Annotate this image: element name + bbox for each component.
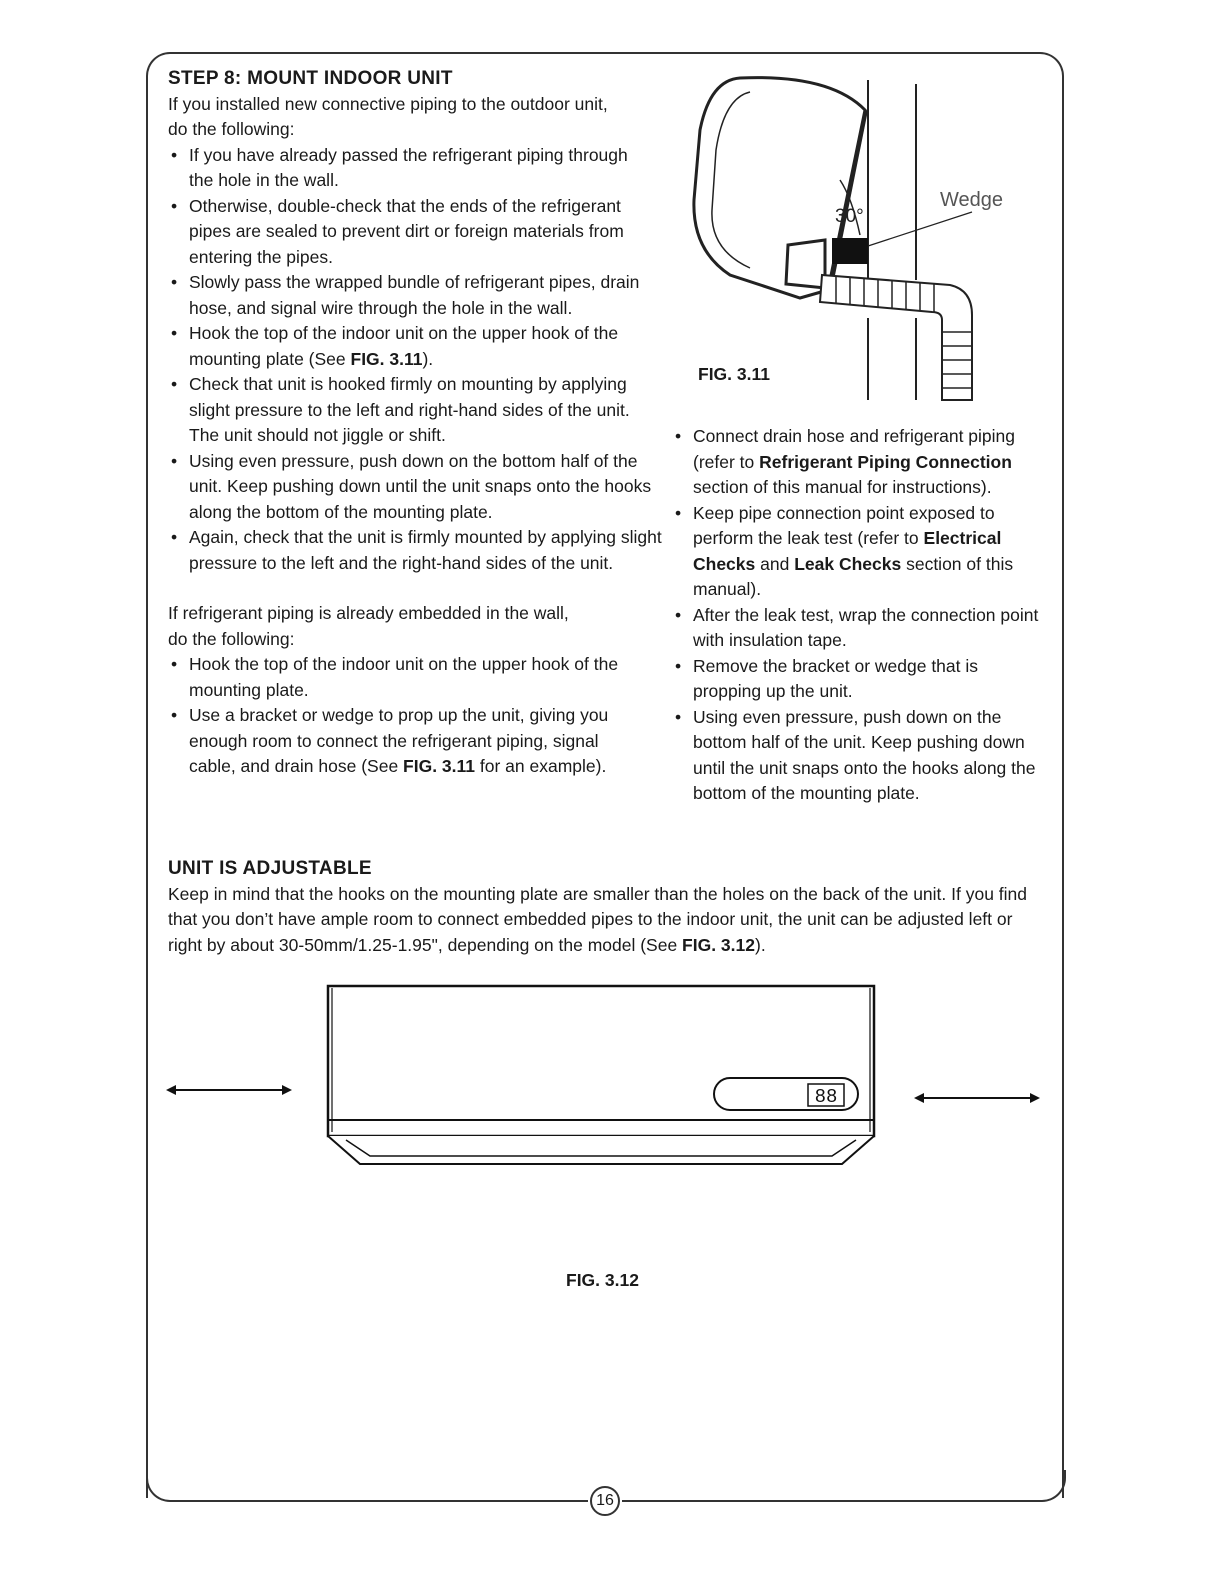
embedded-item-1: • Hook the top of the indoor unit on the upper hook of the mounting plate. [168, 652, 659, 703]
left-arrow [166, 1085, 292, 1095]
fig-312-illustration [160, 980, 1050, 1180]
fig-312-reference: FIG. 3.12 [682, 934, 755, 955]
step8-intro-line1: If you installed new connective piping to the outdoor unit, [168, 93, 608, 114]
step8-item-6: • Using even pressure, push down on the bottom half of the unit. Keep pushing down until the unit snaps onto the hooks along the bottom of the mounting plate. [168, 449, 654, 526]
embedded-intro-line2: do the following: [168, 628, 295, 649]
connection-item-1 [672, 424, 1042, 501]
indoor-unit-front [328, 986, 874, 1136]
adjustable-section [168, 856, 1048, 958]
connection-item-4: • Remove the bracket or wedge that is propping up the unit. [672, 654, 1042, 705]
embedded-item-2 [168, 703, 639, 780]
fig-312-label: FIG. 3.12 [566, 1270, 639, 1290]
step8-item-7: • Again, check that the unit is firmly mounted by applying slight pressure to the left and the right-hand sides of the unit. [168, 525, 669, 576]
fig-311-label: FIG. 3.11 [698, 364, 770, 384]
piping-connection-reference: Refrigerant Piping Connection [759, 451, 1012, 472]
connection-item-2-mid: and [755, 553, 795, 574]
connection-item-1-end: section of this manual for instructions). [693, 477, 992, 497]
bracket [786, 240, 825, 288]
fig-311-reference-2: FIG. 3.11 [403, 756, 476, 776]
wedge-pointer [868, 212, 972, 246]
air-outlet [328, 1136, 874, 1164]
step8-list [168, 143, 668, 577]
embedded-item-2-text: Use a bracket or wedge to prop up the unit, giving you enough room to connect the refrigerant piping, signal cable, and drain hose (See [189, 705, 609, 776]
adjustable-heading: UNIT IS ADJUSTABLE [168, 858, 372, 879]
connection-item-2-end: section of this manual). [693, 553, 1014, 599]
embedded-intro-line1: If refrigerant piping is already embedded in the wall, [168, 603, 569, 623]
fig-311-illustration [680, 70, 1050, 410]
fig-311-reference: FIG. 3.11 [350, 348, 423, 369]
led-digits: 88 [814, 1086, 838, 1108]
connection-item-5: • Using even pressure, push down on the bottom half of the unit. Keep pushing down until the unit snaps onto the hooks along the bottom of the mounting plate. [672, 705, 1042, 807]
connection-list [672, 424, 1042, 807]
step8-item-4-end: ). [422, 348, 434, 369]
connection-item-1-text: Connect drain hose and refrigerant piping (refer to [693, 426, 1016, 472]
step8-item-4-text: Hook the top of the indoor unit on the upper hook of the mounting plate (See [189, 323, 619, 369]
step8-item-4 [168, 321, 649, 372]
wedge-block [832, 238, 868, 264]
wedge-label: Wedge [940, 189, 1004, 211]
step8-item-2: • Otherwise, double-check that the ends of the refrigerant pipes are sealed to prevent dirt or foreign materials from entering the pipes. [168, 194, 634, 271]
step8-intro-line2: do the following: [168, 119, 295, 139]
embedded-item-2-end: for an example). [475, 756, 607, 776]
page-number: 16 [590, 1486, 620, 1516]
connection-item-2 [672, 501, 1042, 603]
right-arrow [914, 1093, 1040, 1103]
connection-item-3: • After the leak test, wrap the connection point with insulation tape. [672, 603, 1042, 654]
page-frame-bottom-right [622, 1470, 1066, 1502]
adjustable-text-body: Keep in mind that the hooks on the mounting plate are smaller than the holes on the back of the unit. If you find that you don’t have ample room to connect embedded pipes to the indoor unit, the unit can be adjusted left or right by about 30-50mm/1.25-1.95", depending on the model (See [168, 883, 1028, 955]
embedded-list [168, 652, 668, 780]
page-frame-bottom-left [146, 1470, 588, 1502]
step8-item-3: • Slowly pass the wrapped bundle of refrigerant pipes, drain hose, and signal wire through the hole in the wall. [168, 270, 649, 321]
electrical-checks-reference: Electrical Checks [693, 528, 1002, 574]
step8-item-1: • If you have already passed the refrigerant piping through the hole in the wall. [168, 143, 634, 194]
left-column [168, 66, 668, 780]
step8-heading: STEP 8: MOUNT INDOOR UNIT [168, 68, 453, 89]
step8-item-5: • Check that unit is hooked firmly on mounting by applying slight pressure to the left and right-hand sides of the unit. The unit should not jiggle or shift. [168, 372, 649, 449]
adjustable-text-end: ). [755, 934, 766, 955]
adjustable-text [168, 882, 1048, 959]
drain-pipe [820, 275, 972, 400]
right-column [672, 424, 1042, 807]
leak-checks-reference: Leak Checks [794, 553, 902, 574]
indoor-unit-body [694, 78, 865, 298]
connection-item-2-text: Keep pipe connection point exposed to perform the leak test (refer to [693, 502, 995, 548]
angle-label: 30° [835, 206, 864, 227]
